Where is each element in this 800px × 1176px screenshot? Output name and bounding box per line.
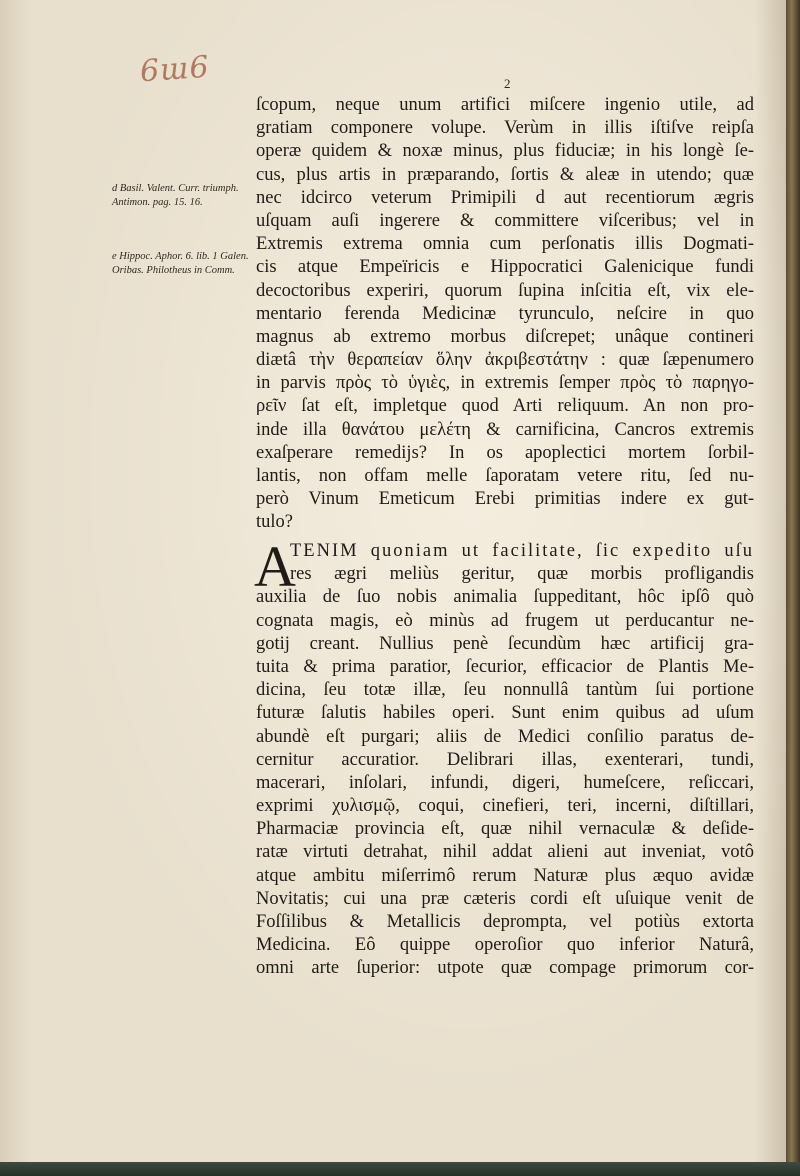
margin-note-e: e Hippoc. Aphor. 6. lib. 1 Galen. Oribas. Philotheus in Comm. (112, 251, 249, 276)
text-line: dicina, ſeu totæ illæ, ſeu nonnullâ tantùm ſui portione (256, 680, 754, 701)
text-line: ſcopum, neque unum artifici miſcere ingenio utile, ad (256, 95, 754, 115)
paragraph-2 (254, 534, 754, 981)
folio-number: 2 (504, 76, 511, 91)
text-line: Medicina. Eô quippe operoſior quo inferior Naturâ, (256, 935, 754, 956)
text-line: operæ quidem & noxæ minus, plus fiduciæ; in his longè ſe- (256, 141, 754, 162)
text-line: mentario ferenda Medicinæ tyrunculo, neſcire in quo (256, 303, 754, 324)
text-line: omni arte ſuperior: utpote quæ compage primorum cor- (256, 958, 754, 979)
text-line: abundè eſt purgari; aliis de Medici conſilio paratus de- (256, 726, 754, 747)
text-line: in parvis πρὸς τὸ ὑγιὲς, in extremis ſemper πρὸς τὸ παρηγο- (256, 373, 754, 394)
text-line: Novitatis; cui una præ cæteris cordi eſt uſuique venit de (256, 888, 754, 909)
text-line: cis atque Empeïricis e Hippocratici Galenicique fundi (256, 257, 754, 278)
text-line: Extremis extrema omnia cum perſonatis illis Dogmati- (256, 234, 754, 255)
text-line: res ægri meliùs geritur, quæ morbis profligandis (290, 564, 754, 585)
text-line: gratiam componere volupe. Verùm in illis iſtiſve reipſa (256, 118, 754, 139)
text-line: Foſſilibus & Metallicis deprompta, vel potiùs extorta (256, 912, 754, 932)
book-fore-edge (786, 0, 800, 1176)
text-line: tuita & prima paratior, ſecurior, efficacior de Plantis Me- (256, 656, 754, 677)
text-line: macerari, inſolari, infundi, digeri, humeſcere, reſiccari, (256, 772, 754, 793)
text-line: exprimi χυλισμῷ, coqui, cinefieri, teri, incerni, diſtillari, (256, 796, 754, 817)
text-line: lantis, non offam melle ſaporatam vetere ritu, ſed nu- (256, 466, 754, 486)
text-line: exaſperare remedijs? In os apoplectici mortem ſorbil- (256, 442, 754, 463)
text-line: uſquam auſi ingerere & committere viſceribus; vel in (256, 210, 754, 231)
text-line: diætâ τὴν θεραπείαν ὅλην ἀκριβεστάτην : quæ ſæpenumero (256, 350, 754, 371)
text-line: auxilia de ſuo nobis animalia ſuppeditant, hôc ipſô quò (256, 587, 754, 608)
text-line: decoctoribus experiri, quorum ſupina inſcitia eſt, vix ele- (256, 280, 754, 301)
text-line: cognata magis, eò minùs ad frugem ut perducantur ne- (256, 610, 754, 631)
text-line: però Vinum Emeticum Erebi primitias indere ex gut- (256, 489, 754, 510)
text-line: TENIM quoniam ut facilitate, ſic expedito uſu (290, 541, 754, 561)
text-line: cus, plus artis in præparando, ſortis & aleæ in utendo; quæ (256, 164, 754, 185)
text-line: futuræ ſalutis habiles operi. Sunt enim quibus ad uſum (256, 703, 754, 724)
text-line: gotij creant. Nullius penè ſecundùm hæc artificij gra- (256, 633, 754, 654)
paragraph-1 (256, 94, 754, 535)
text-line: ratæ virtuti detrahat, nihil addat alieni aut inveniat, votô (256, 842, 754, 863)
text-line: ρεῖν ſat eſt, impletque quod Arti reliquum. An non pro- (256, 396, 754, 417)
handwritten-shelfmark: 6ɯ6 (138, 49, 211, 90)
text-line: tulo? (256, 512, 293, 533)
text-line: nec idcirco veterum Primipili d aut recentiorum ægris (256, 187, 754, 208)
margin-note-d: d Basil. Valent. Curr. triumph. Antimon. pag. 15. 16. (112, 183, 239, 208)
dropcap-letter: A (254, 534, 296, 599)
text-line: atque ambitu miſerrimô rerum Naturæ plus æquo avidæ (256, 865, 754, 886)
text-line: magnus ab extremo morbus diſcrepet; unâque contineri (256, 326, 754, 347)
page-bottom-edge (0, 1162, 800, 1176)
text-line: inde illa θανάτου μελέτη & carnificina, Cancros extremis (256, 419, 754, 440)
text-line: cernitur accuratior. Delibrari illas, exenterari, tundi, (256, 749, 754, 770)
text-line: Pharmaciæ provincia eſt, quæ nihil vernaculæ & deſide- (256, 819, 754, 840)
